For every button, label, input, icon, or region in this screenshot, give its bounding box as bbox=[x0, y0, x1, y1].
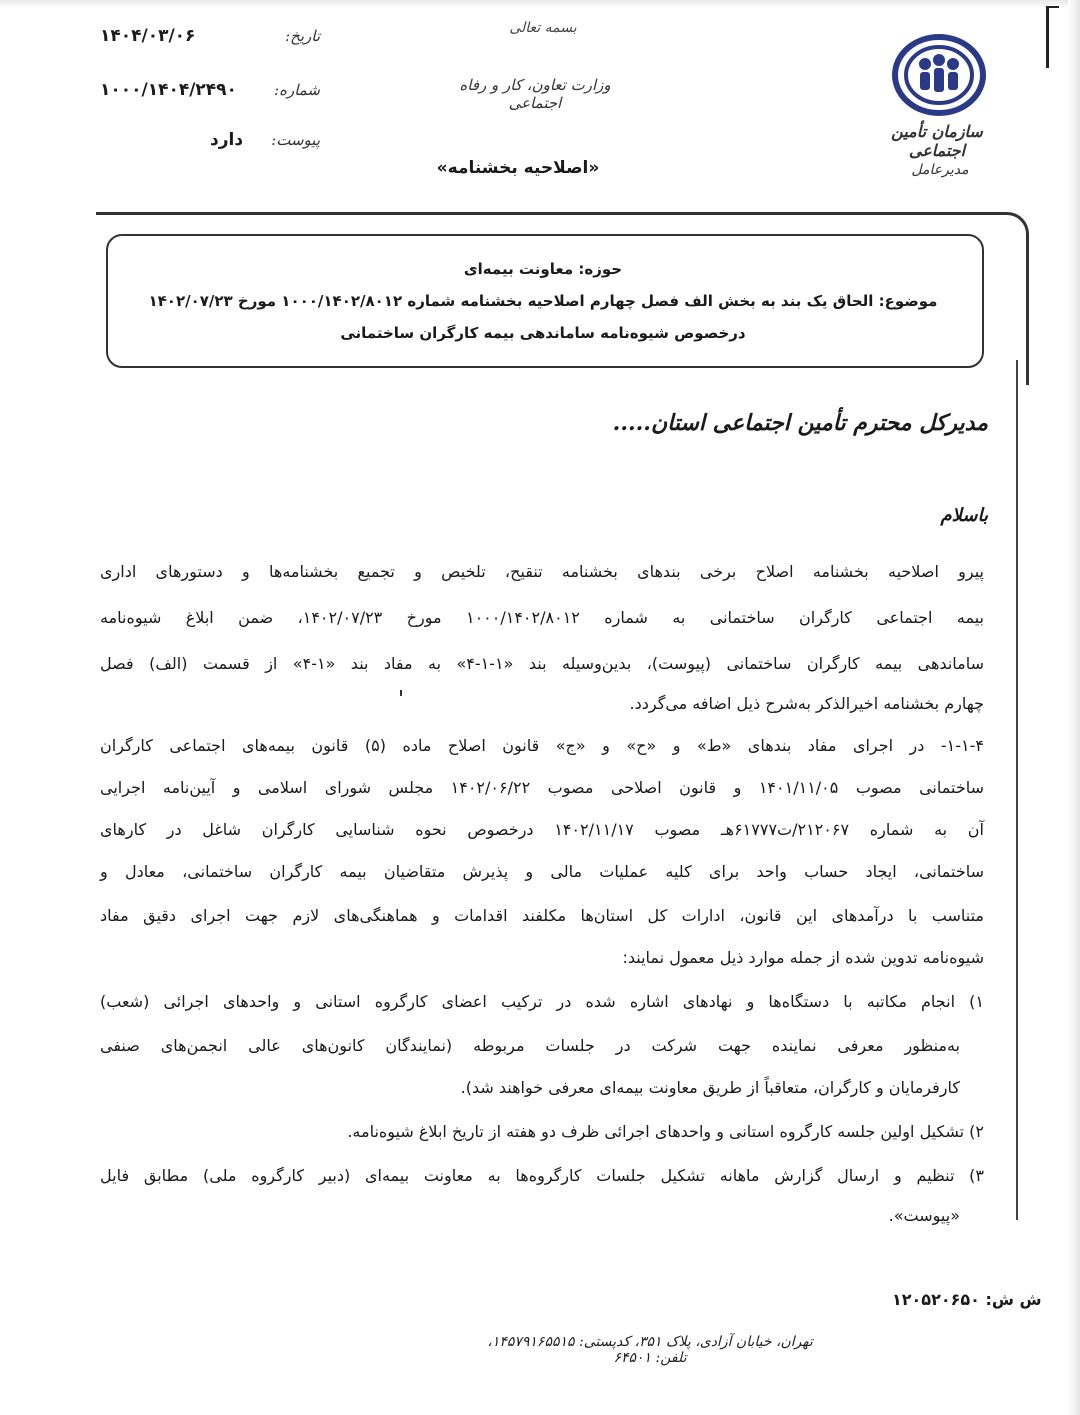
number-value: ۱۰۰۰/۱۴۰۴/۲۴۹۰ bbox=[100, 80, 237, 100]
ministry-name: وزارت تعاون، کار و رفاه اجتماعی bbox=[459, 76, 611, 112]
clause-line-2: ساختمانی مصوب ۱۴۰۱/۱۱/۰۵ و قانون اصلاحی مصوب ۱۴۰۲/۰۶/۲۲ مجلس شورای اسلامی و آیین‌نامه اجرایی bbox=[100, 778, 984, 797]
intro-line-4: چهارم بخشنامه اخیرالذکر به‌شرح ذیل اضافه می‌گردد. bbox=[629, 694, 984, 713]
item-3-line-1: ۳) تنظیم و ارسال گزارش ماهانه تشکیل جلسات کارگروه‌ها به معاونت بیمه‌ای (دبیر کارگروه ملی) مطابق فایل bbox=[100, 1166, 984, 1185]
item-1-line-1: ۱) انجام مکاتبه با دستگاه‌ها و نهادهای اشاره شده در ترکیب اعضای کارگروه استانی و واحدهای اجرائی (شعب) bbox=[100, 992, 984, 1011]
page-edge-right bbox=[1068, 0, 1080, 1415]
subject-line-2: درخصوص شیوه‌نامه ساماندهی بیمه کارگران ساختمانی bbox=[340, 324, 746, 342]
address: تهران، خیابان آزادی، پلاک ۳۵۱، کدپستی: ۱۴۵۷۹۱۶۵۵۱۵، تلفن: ۶۴۵۰۱ bbox=[487, 1334, 813, 1366]
intro-line-3: ساماندهی بیمه کارگران ساختمانی (پیوست)، بدین‌وسیله بند «۱-۱-۴» به مفاد بند «۱-۴» از قسمت (الف) فصل bbox=[100, 654, 985, 673]
intro-line-2: بیمه اجتماعی کارگران ساختمانی به شماره ۱۰۰۰/۱۴۰۲/۸۰۱۲ مورخ ۱۴۰۲/۰۷/۲۳، ضمن ابلاغ شیوه‌نامه bbox=[100, 608, 985, 627]
stray-mark bbox=[400, 690, 402, 696]
date-value: ۱۴۰۴/۰۳/۰۶ bbox=[100, 26, 196, 46]
item-1-line-3: کارفرمایان و کارگران، متعاقباً از طریق معاونت بیمه‌ای معرفی خواهند شد). bbox=[460, 1078, 960, 1097]
item-1-line-2: به‌منظور معرفی نماینده جهت شرکت در جلسات مربوطه (نمایندگان کانون‌های عالی انجمن‌های صنفی bbox=[100, 1036, 960, 1055]
clause-line-4: ساختمانی، ایجاد حساب واحد برای کلیه عملیات مالی و پذیرش متقاضیان بیمه کارگران ساختمانی، معادل و bbox=[100, 862, 984, 881]
date-field bbox=[100, 26, 320, 46]
item-3-line-2: «پیوست». bbox=[888, 1206, 960, 1225]
subject-domain: حوزه: معاونت بیمه‌ای bbox=[463, 260, 623, 278]
greeting: مدیرکل محترم تأمین اجتماعی استان..... bbox=[612, 410, 988, 436]
organization-role: مدیرعامل bbox=[911, 162, 969, 178]
attachment-value: دارد bbox=[210, 130, 244, 150]
number-field bbox=[100, 80, 320, 100]
intro-line-1: پیرو اصلاحیه بخشنامه اصلاح برخی بندهای بخشنامه تنقیح، تلخیص و تجمیع بخشنامه‌ها و دستورهای اداری bbox=[100, 562, 984, 581]
date-label: تاریخ: bbox=[285, 27, 320, 45]
social-security-logo-icon bbox=[892, 28, 986, 122]
letter-frame-right bbox=[1016, 360, 1018, 1220]
salutation: باسلام bbox=[940, 505, 988, 526]
attachment-field bbox=[210, 130, 320, 150]
page-edge-top bbox=[0, 0, 1080, 8]
document-title: «اصلاحیه بخشنامه» bbox=[436, 158, 600, 178]
clause-line-3: آن به شماره ۲۱۲۰۶۷/ت۶۱۷۷۷هـ مصوب ۱۴۰۲/۱۱/۱۷ درخصوص نحوه شناسایی کارگران شاغل در کارهای bbox=[100, 820, 984, 839]
item-2: ۲) تشکیل اولین جلسه کارگروه استانی و واحدهای اجرائی ظرف دو هفته از تاریخ ابلاغ شیوه‌نامه. bbox=[347, 1122, 984, 1141]
clause-line-1: ۱-۱-۴- در اجرای مفاد بندهای «ط» و «ح» و «ج» قانون اصلاح ماده (۵) قانون بیمه‌های اجتماعی کارگران bbox=[100, 736, 984, 755]
attachment-label: پیوست: bbox=[271, 131, 320, 149]
clause-line-5: متناسب با درآمدهای این قانون، ادارات کل استان‌ها مکلفند اقدامات و هماهنگی‌های لازم جهت اجرای دقیق مفاد bbox=[100, 906, 984, 925]
basmala: بسمه تعالی bbox=[509, 20, 577, 36]
number-label: شماره: bbox=[274, 81, 320, 99]
subject-line-1: موضوع: الحاق یک بند به بخش الف فصل چهارم اصلاحیه بخشنامه شماره ۱۰۰۰/۱۴۰۲/۸۰۱۲ مورخ ۱۴۰۲/۰۷/۲۳ bbox=[148, 292, 938, 310]
tracking-number: ش ش: ۱۲۰۵۲۰۶۵۰ bbox=[892, 1290, 1042, 1309]
clause-line-6: شیوه‌نامه تدوین شده از جمله موارد ذیل معمول نمایند: bbox=[622, 948, 984, 967]
organization-name: سازمان تأمین اجتماعی bbox=[891, 122, 983, 160]
corner-mark bbox=[1046, 6, 1059, 68]
